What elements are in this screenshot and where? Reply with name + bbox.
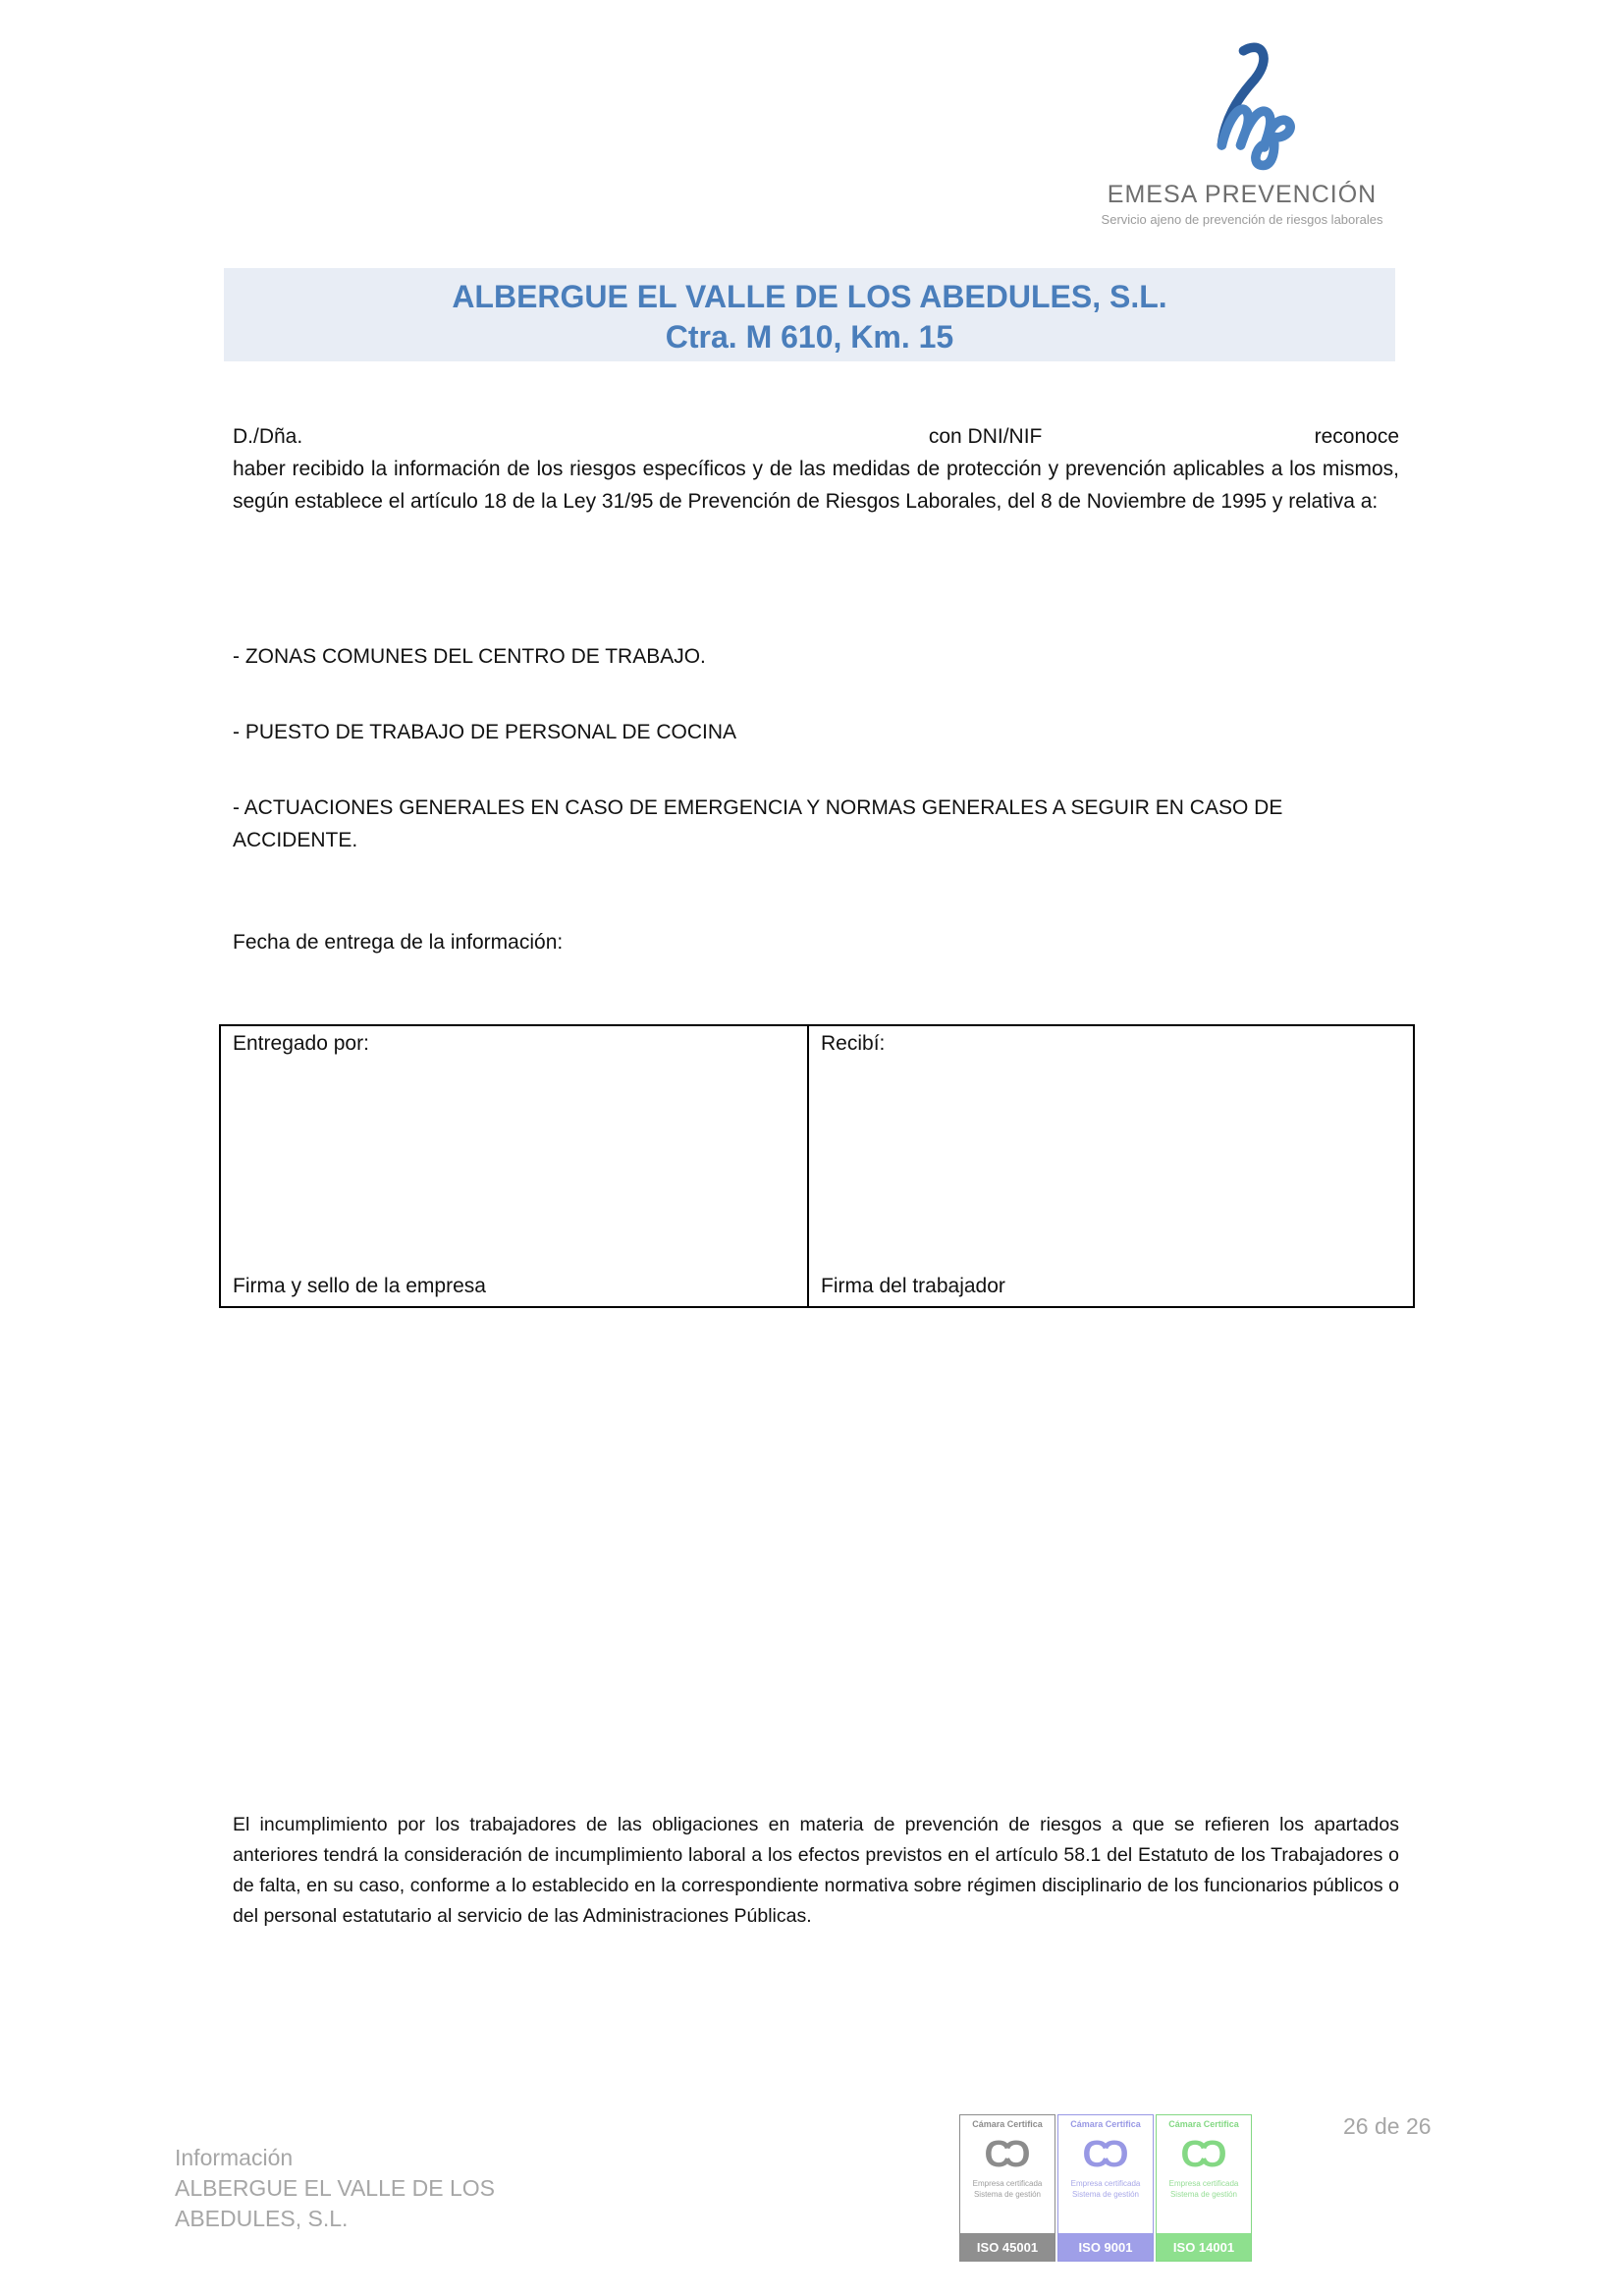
badge-line2: Sistema de gestión (1071, 2190, 1140, 2199)
camara-certifica-cc-icon: C C (1180, 2134, 1227, 2175)
footer-document-info (175, 2143, 587, 2234)
badge-header-text: Cámara Certifica (1168, 2119, 1239, 2129)
company-address: Ctra. M 610, Km. 15 (665, 319, 954, 355)
signature-cell-worker (809, 1026, 1413, 1306)
company-signature-label: Firma y sello de la empresa (233, 1275, 486, 1297)
footer-company-line2: ABEDULES, S.L. (175, 2206, 349, 2231)
footer-doc-type: Información (175, 2145, 294, 2170)
intro-suffix: reconoce (1314, 425, 1399, 448)
risk-list (233, 640, 1399, 900)
emesa-logo-block (1085, 37, 1399, 227)
certification-badges (959, 2114, 1252, 2262)
camara-certifica-cc-icon: C C (1082, 2134, 1129, 2175)
signature-cell-company (221, 1026, 809, 1306)
delivery-date-label: Fecha de entrega de la información: (233, 931, 564, 954)
eme-script-logo-icon (1181, 37, 1304, 175)
iso-9001-badge (1057, 2114, 1154, 2262)
signature-table (219, 1024, 1415, 1308)
badge-line1: Empresa certificada (1168, 2179, 1239, 2188)
camara-certifica-cc-icon: C C (984, 2134, 1031, 2175)
iso-45001-badge (959, 2114, 1055, 2262)
badge-line2: Sistema de gestión (973, 2190, 1042, 2199)
legal-paragraph: El incumplimiento por los trabajadores de las obligaciones en materia de prevención de riesgos a que se refieren los apartados anteriores tendrá la consideración de incumplimiento laboral a los efectos previstos en el artículo 58.1 del Estatuto de los Trabajadores o de falta, en su caso, conforme a lo establecido en la correspondiente normativa sobre régimen disciplinario de los funcionarios públicos o del personal estatutario al servicio de las Administraciones Públicas. (233, 1814, 1399, 1927)
badge-line2: Sistema de gestión (1169, 2190, 1238, 2199)
company-name: ALBERGUE EL VALLE DE LOS ABEDULES, S.L. (452, 279, 1167, 314)
badge-header-text: Cámara Certifica (1070, 2119, 1141, 2129)
risk-item-emergency: - ACTUACIONES GENERALES EN CASO DE EMERGENCIA Y NORMAS GENERALES A SEGUIR EN CASO DE ACCIDENTE. (233, 796, 1283, 851)
intro-paragraph (233, 420, 1399, 518)
received-label: Recibí: (821, 1032, 886, 1055)
iso-9001-band: ISO 9001 (1058, 2233, 1153, 2261)
delivered-by-label: Entregado por: (233, 1032, 369, 1055)
footer-company-line1: ALBERGUE EL VALLE DE LOS (175, 2175, 495, 2201)
iso-14001-badge (1156, 2114, 1252, 2262)
intro-first-line (233, 420, 1399, 453)
badge-line1: Empresa certificada (972, 2179, 1043, 2188)
iso-14001-band: ISO 14001 (1157, 2233, 1251, 2261)
badge-line1: Empresa certificada (1070, 2179, 1141, 2188)
risk-item-common-areas: - ZONAS COMUNES DEL CENTRO DE TRABAJO. (233, 645, 706, 668)
logo-subtitle: Servicio ajeno de prevención de riesgos laborales (1101, 212, 1383, 227)
worker-signature-label: Firma del trabajador (821, 1275, 1005, 1297)
badge-header-text: Cámara Certifica (972, 2119, 1043, 2129)
iso-45001-band: ISO 45001 (960, 2233, 1055, 2261)
risk-item-kitchen-staff: - PUESTO DE TRABAJO DE PERSONAL DE COCINA (233, 721, 737, 743)
page-number: 26 de 26 (1343, 2113, 1432, 2139)
intro-body-text: haber recibido la información de los riesgos específicos y de las medidas de protección y prevención aplicables a los mismos, según establece el artículo 18 de la Ley 31/95 de Prevención de Riesgos Laborales, del 8 de Noviembre de 1995 y relativa a: (233, 458, 1399, 513)
logo-title: EMESA PREVENCIÓN (1107, 181, 1378, 208)
intro-prefix: D./Dña. (233, 425, 303, 448)
company-header-band (224, 268, 1395, 361)
intro-dni-label: con DNI/NIF (928, 425, 1043, 448)
